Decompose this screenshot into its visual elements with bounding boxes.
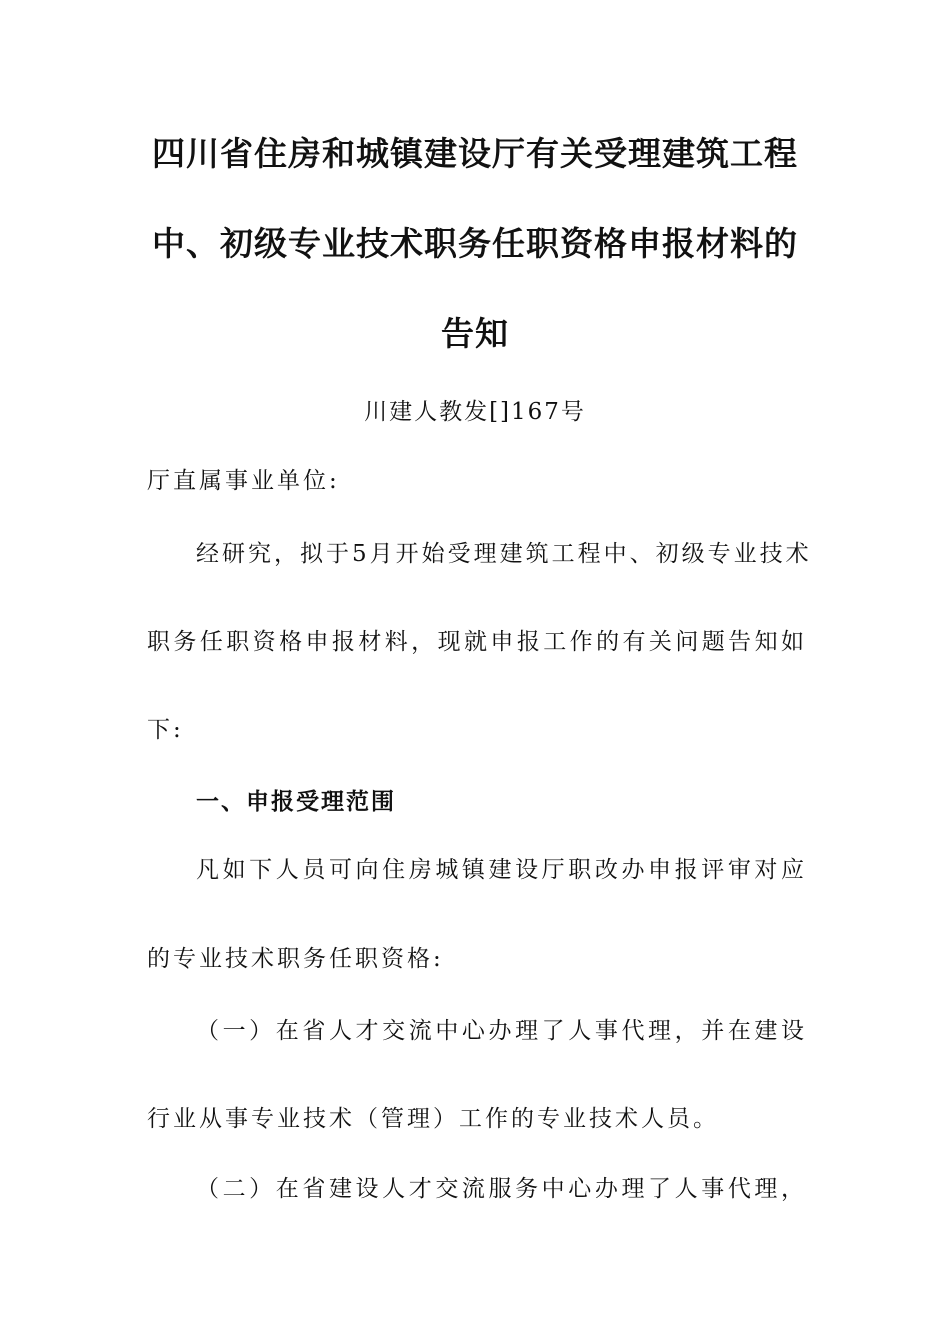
item-1-line-1: （一）在省人才交流中心办理了人事代理，并在建设 (196, 1018, 807, 1044)
item-1-line-2: 行业从事专业技术（管理）工作的专业技术人员。 (147, 1106, 719, 1132)
document-title-line-3: 告知 (441, 314, 509, 353)
scope-paragraph-line-2: 的专业技术职务任职资格: (147, 946, 444, 972)
document-title-line-1: 四川省住房和城镇建设厅有关受理建筑工程 (152, 134, 798, 173)
intro-paragraph-line-1: 经研究，拟于5月开始受理建筑工程中、初级专业技术 (196, 541, 812, 567)
item-2-line-1: （二）在省建设人才交流服务中心办理了人事代理， (196, 1176, 807, 1202)
salutation: 厅直属事业单位: (147, 468, 340, 494)
document-number: 川建人教发[]167号 (364, 399, 586, 425)
document-title-line-2: 中、初级专业技术职务任职资格申报材料的 (152, 224, 798, 263)
scope-paragraph-line-1: 凡如下人员可向住房城镇建设厅职改办申报评审对应 (196, 857, 807, 883)
intro-paragraph-line-2: 职务任职资格申报材料，现就申报工作的有关问题告知如 (147, 629, 807, 655)
intro-paragraph-line-3: 下: (147, 717, 184, 743)
section-heading-scope: 一、申报受理范围 (196, 789, 396, 815)
